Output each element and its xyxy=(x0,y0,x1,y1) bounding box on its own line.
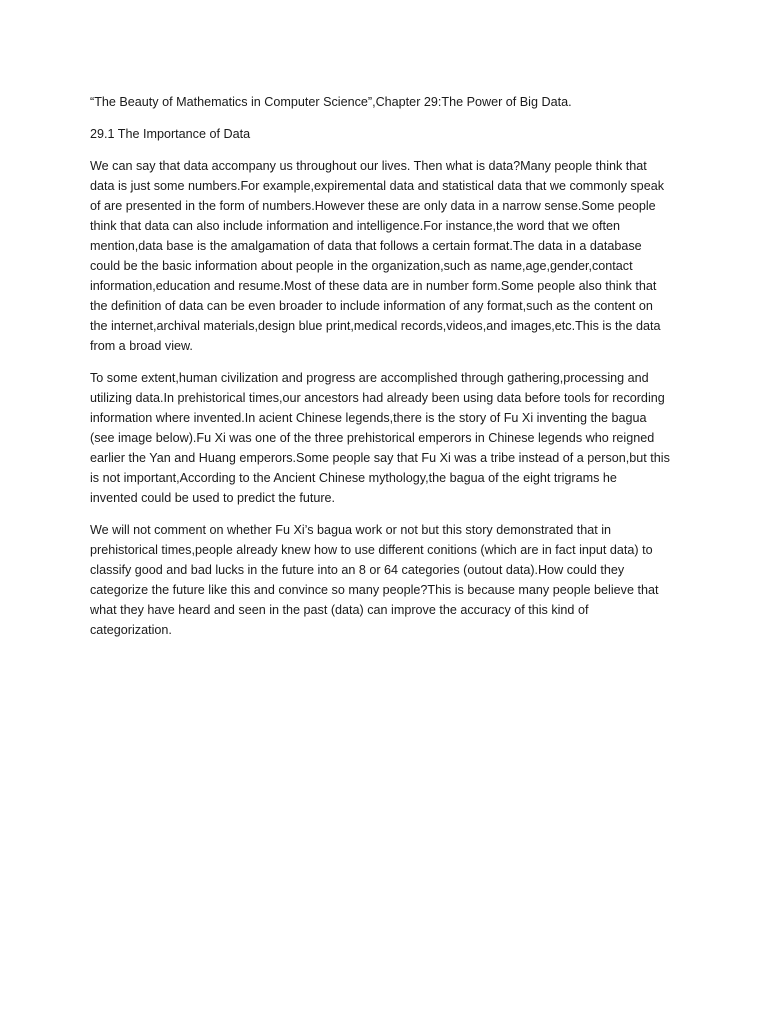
paragraph-line: what they have heard and seen in the past (data) can improve the accuracy of this kind of xyxy=(90,603,589,617)
paragraph-line: data is just some numbers.For example,expiremental data and statistical data that we commonly speak xyxy=(90,179,664,193)
document-title-line: “The Beauty of Mathematics in Computer Science”,Chapter 29:The Power of Big Data. xyxy=(90,95,572,109)
paragraph-line: categorize the future like this and convince so many people?This is because many people believe that xyxy=(90,583,659,597)
paragraph-line: classify good and bad lucks in the future into an 8 or 64 categories (outout data).How could they xyxy=(90,563,625,577)
paragraph-line: the internet,archival materials,design blue print,medical records,videos,and images,etc.This is the data xyxy=(90,319,661,333)
paragraph-line: from a broad view. xyxy=(90,339,193,353)
paragraph-3 xyxy=(90,520,680,640)
paragraph-line: is not important,According to the Ancient Chinese mythology,the bagua of the eight trigrams he xyxy=(90,471,617,485)
paragraph-line: information where invented.In acient Chinese legends,there is the story of Fu Xi inventing the bagua xyxy=(90,411,647,425)
paragraph-line: prehistorical times,people already knew how to use different conitions (which are in fact input data) to xyxy=(90,543,653,557)
document-body xyxy=(90,92,680,652)
paragraph-line: categorization. xyxy=(90,623,172,637)
paragraph-2 xyxy=(90,368,680,508)
paragraph-line: To some extent,human civilization and progress are accomplished through gathering,processing and xyxy=(90,371,649,385)
paragraph-line: of are presented in the form of numbers.However these are only data in a narrow sense.Some people xyxy=(90,199,656,213)
paragraph-line: We can say that data accompany us throughout our lives. Then what is data?Many people think that xyxy=(90,159,647,173)
paragraph-line: information,education and resume.Most of these data are in number form.Some people also think that xyxy=(90,279,657,293)
paragraph-line: could be the basic information about people in the organization,such as name,age,gender,contact xyxy=(90,259,633,273)
paragraph-1 xyxy=(90,156,680,356)
section-heading: 29.1 The Importance of Data xyxy=(90,127,251,141)
paragraph-line: (see image below).Fu Xi was one of the three prehistorical emperors in Chinese legends who reigned xyxy=(90,431,655,445)
paragraph-line: the definition of data can be even broader to include information of any format,such as the content on xyxy=(90,299,653,313)
paragraph-line: invented could be used to predict the future. xyxy=(90,491,336,505)
paragraph-line: utilizing data.In prehistorical times,our ancestors had already been using data before tools for recording xyxy=(90,391,665,405)
paragraph-line: think that data can also include information and intelligence.For instance,the word that we often xyxy=(90,219,620,233)
paragraph-line: We will not comment on whether Fu Xi’s bagua work or not but this story demonstrated that in xyxy=(90,523,612,537)
paragraph-line: mention,data base is the amalgamation of data that follows a certain format.The data in a database xyxy=(90,239,642,253)
paragraph-line: earlier the Yan and Huang emperors.Some people say that Fu Xi was a tribe instead of a person,but this xyxy=(90,451,670,465)
